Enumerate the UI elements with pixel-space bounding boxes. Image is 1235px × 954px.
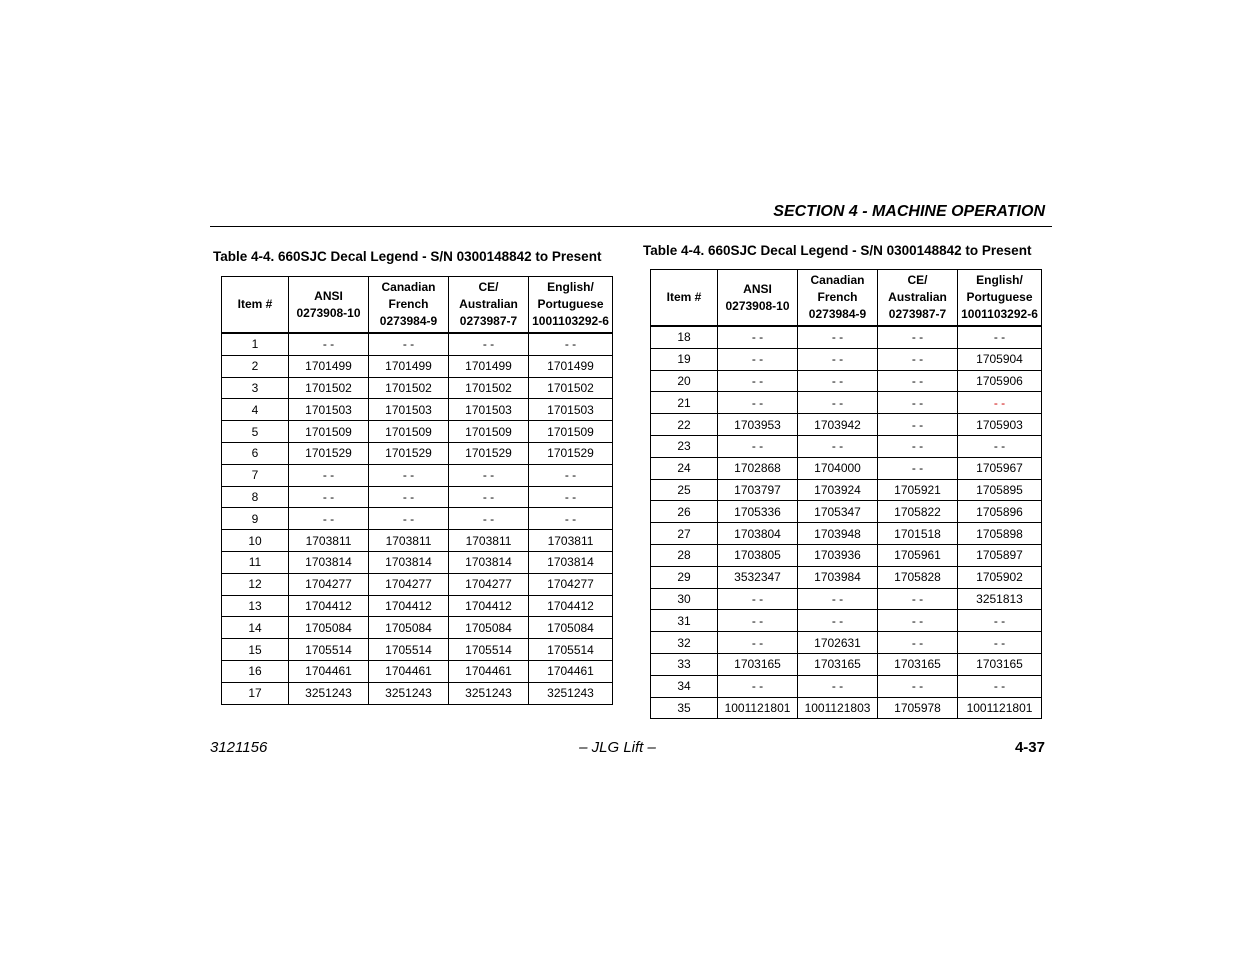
decal-number-cell: 1703936 [798,544,878,566]
decal-number-cell: 1705336 [718,501,798,523]
decal-number-cell: 1703814 [449,551,529,573]
column-header [958,270,1042,327]
decal-number-cell: 1701502 [369,377,449,399]
item-number-cell: 7 [222,464,289,486]
table-row [651,566,1042,588]
decal-number-cell: 1703165 [878,653,958,675]
table-row [651,610,1042,632]
decal-number-cell: 1001121801 [958,697,1042,719]
decal-number-cell: - - [958,675,1042,697]
table-row [651,414,1042,436]
item-number-cell: 31 [651,610,718,632]
table-row [222,660,613,682]
decal-number-cell: - - [798,392,878,414]
decal-number-cell: 1705897 [958,544,1042,566]
decal-number-cell: 1705896 [958,501,1042,523]
item-number-cell: 22 [651,414,718,436]
column-header [449,277,529,334]
decal-number-cell: 3251243 [449,682,529,704]
table-row [651,697,1042,719]
item-number-cell: 4 [222,399,289,421]
column-header-line: French [388,297,429,311]
decal-number-cell: 1701503 [369,399,449,421]
item-number-cell: 1 [222,333,289,355]
decal-number-cell: 1704412 [529,595,613,617]
decal-number-cell: 1701502 [449,377,529,399]
table-row [222,399,613,421]
decal-number-cell: - - [449,508,529,530]
item-number-cell: 34 [651,675,718,697]
table-row [222,377,613,399]
decal-number-cell: - - [798,610,878,632]
decal-number-cell: 1702868 [718,457,798,479]
item-number-cell: 18 [651,326,718,348]
column-header-line: English/ [547,280,594,294]
item-number-cell: 32 [651,632,718,654]
item-number-cell: 12 [222,573,289,595]
decal-number-cell: - - [529,464,613,486]
decal-number-cell: 1703165 [798,653,878,675]
table-row [222,639,613,661]
decal-number-cell: 1703948 [798,523,878,545]
column-header-line: 1001103292-6 [532,314,609,328]
item-number-cell: 14 [222,617,289,639]
item-number-cell: 10 [222,530,289,552]
decal-number-cell: - - [718,632,798,654]
table-row [651,457,1042,479]
table-row [651,348,1042,370]
decal-number-cell: - - [718,392,798,414]
decal-number-cell: - - [718,588,798,610]
table-row [222,464,613,486]
column-header-line: Australian [459,297,518,311]
decal-number-cell: 1703814 [529,551,613,573]
decal-number-cell: 1703811 [369,530,449,552]
decal-number-cell: - - [878,588,958,610]
decal-number-cell: 1705961 [878,544,958,566]
table-title-right: Table 4-4. 660SJC Decal Legend - S/N 0300148842 to Present [643,243,1032,258]
decal-number-cell: 1704461 [449,660,529,682]
decal-number-cell: - - [878,632,958,654]
item-number-cell: 35 [651,697,718,719]
item-number-cell: 20 [651,370,718,392]
decal-number-cell: - - [878,392,958,414]
decal-number-cell: - - [529,333,613,355]
table-row [222,508,613,530]
table-row [222,421,613,443]
table-row [651,675,1042,697]
decal-number-cell: 3251243 [369,682,449,704]
decal-number-cell: 1702631 [798,632,878,654]
decal-number-cell: - - [289,486,369,508]
decal-number-cell: - - [289,464,369,486]
decal-number-cell: - - [958,435,1042,457]
item-number-cell: 28 [651,544,718,566]
item-number-cell: 5 [222,421,289,443]
decal-number-cell: 1705514 [369,639,449,661]
decal-number-cell: 1705084 [369,617,449,639]
decal-number-cell: 1705084 [449,617,529,639]
item-number-cell: 29 [651,566,718,588]
decal-number-cell: 1704412 [289,595,369,617]
decal-number-cell: 1704277 [449,573,529,595]
decal-number-cell: - - [369,333,449,355]
header-row [651,270,1042,327]
column-header-line: 0273984-9 [808,307,867,321]
decal-number-cell: 1703165 [718,653,798,675]
decal-number-cell: - - [798,588,878,610]
decal-number-cell: 1705898 [958,523,1042,545]
decal-number-cell: 1001121801 [718,697,798,719]
column-header-line: 0273908-10 [725,298,790,313]
column-header [369,277,449,334]
column-header-line: English/ [976,273,1023,287]
decal-number-cell: 3251813 [958,588,1042,610]
column-header-line: 0273987-7 [888,307,947,321]
decal-number-cell: - - [878,435,958,457]
table-row [222,617,613,639]
decal-number-cell: 1701499 [449,355,529,377]
decal-number-cell: 1701503 [289,399,369,421]
decal-table-right [650,269,1042,719]
decal-number-cell: 1703924 [798,479,878,501]
decal-number-cell: - - [798,370,878,392]
decal-number-cell: - - [369,486,449,508]
decal-number-cell: 1701529 [369,442,449,464]
decal-number-cell: 1701509 [289,421,369,443]
table-row [651,523,1042,545]
decal-number-cell: 3532347 [718,566,798,588]
column-header-line: Item # [666,290,702,304]
column-header-line: 0273908-10 [296,305,361,320]
decal-number-cell: - - [529,486,613,508]
decal-number-cell: - - [878,675,958,697]
decal-number-cell: - - [958,610,1042,632]
column-header-line: Canadian [381,280,436,294]
decal-number-cell: 1701499 [529,355,613,377]
decal-number-cell: 1701518 [878,523,958,545]
decal-number-cell: 1701509 [529,421,613,443]
column-header-line: Australian [888,290,947,304]
decal-number-cell: 1703814 [289,551,369,573]
decal-number-cell: 1705967 [958,457,1042,479]
decal-number-cell: 1701529 [449,442,529,464]
decal-number-cell: 1705906 [958,370,1042,392]
table-row [222,355,613,377]
table-row [222,551,613,573]
decal-number-cell: 1705822 [878,501,958,523]
table-row [651,370,1042,392]
item-number-cell: 23 [651,435,718,457]
decal-number-cell: 1701503 [449,399,529,421]
decal-number-cell: 1704412 [449,595,529,617]
column-header-line: CE/ [478,280,499,294]
decal-number-cell: 1705828 [878,566,958,588]
decal-number-cell: - - [798,675,878,697]
decal-number-cell: - - [958,392,1042,414]
item-number-cell: 2 [222,355,289,377]
decal-number-cell: - - [878,457,958,479]
column-header [222,277,289,334]
table-row [651,588,1042,610]
decal-number-cell: 1704461 [289,660,369,682]
decal-number-cell: 1703984 [798,566,878,588]
item-number-cell: 21 [651,392,718,414]
column-header [878,270,958,327]
item-number-cell: 9 [222,508,289,530]
decal-number-cell: 1705895 [958,479,1042,501]
item-number-cell: 8 [222,486,289,508]
decal-number-cell: 1704000 [798,457,878,479]
decal-number-cell: 1701502 [289,377,369,399]
table-row [651,435,1042,457]
decal-number-cell: 1705902 [958,566,1042,588]
document-number: 3121156 [210,739,268,756]
item-number-cell: 17 [222,682,289,704]
decal-number-cell: 3251243 [289,682,369,704]
decal-number-cell: 1705084 [289,617,369,639]
decal-number-cell: 1703804 [718,523,798,545]
decal-number-cell: 1701529 [529,442,613,464]
decal-number-cell: - - [878,414,958,436]
decal-number-cell: - - [718,348,798,370]
decal-number-cell: - - [878,348,958,370]
section-header: SECTION 4 - MACHINE OPERATION [773,203,1045,220]
table-row [222,333,613,355]
table-row [222,486,613,508]
header-row [222,277,613,334]
decal-number-cell: - - [798,435,878,457]
column-header-line: CE/ [907,273,928,287]
decal-table-left [221,276,613,705]
table-row [651,479,1042,501]
decal-number-cell: 1704412 [369,595,449,617]
item-number-cell: 15 [222,639,289,661]
column-header-line: ANSI [743,281,772,296]
table-title-left: Table 4-4. 660SJC Decal Legend - S/N 0300148842 to Present [213,249,602,264]
table-row [222,573,613,595]
decal-number-cell: - - [878,326,958,348]
item-number-cell: 24 [651,457,718,479]
decal-number-cell: - - [369,508,449,530]
decal-number-cell: - - [718,610,798,632]
column-header [289,277,369,334]
item-number-cell: 13 [222,595,289,617]
item-number-cell: 30 [651,588,718,610]
item-number-cell: 11 [222,551,289,573]
column-header-line: 1001103292-6 [961,307,1038,321]
decal-number-cell: 1701499 [369,355,449,377]
header-rule [210,226,1052,227]
table-row [222,682,613,704]
table-row [651,501,1042,523]
decal-number-cell: - - [878,370,958,392]
decal-number-cell: - - [289,333,369,355]
table-row [222,530,613,552]
decal-number-cell: 1704461 [369,660,449,682]
column-header [529,277,613,334]
decal-number-cell: 1703811 [289,530,369,552]
decal-number-cell: - - [958,326,1042,348]
decal-number-cell: - - [369,464,449,486]
decal-number-cell: 1704277 [529,573,613,595]
column-header-line: 0273984-9 [379,314,438,328]
item-number-cell: 6 [222,442,289,464]
decal-number-cell: 3251243 [529,682,613,704]
column-header [798,270,878,327]
column-header [651,270,718,327]
item-number-cell: 25 [651,479,718,501]
decal-number-cell: 1705904 [958,348,1042,370]
decal-number-cell: 1701499 [289,355,369,377]
decal-number-cell: - - [718,370,798,392]
table-row [651,653,1042,675]
decal-number-cell: 1705347 [798,501,878,523]
item-number-cell: 26 [651,501,718,523]
column-header-line: Portuguese [966,290,1033,304]
column-header [718,270,798,327]
decal-number-cell: 1705978 [878,697,958,719]
table-row [222,442,613,464]
column-header-line: French [817,290,858,304]
item-number-cell: 19 [651,348,718,370]
decal-number-cell: - - [449,464,529,486]
decal-number-cell: 1001121803 [798,697,878,719]
decal-number-cell: 1705514 [289,639,369,661]
decal-number-cell: 1705921 [878,479,958,501]
decal-number-cell: 1701529 [289,442,369,464]
decal-number-cell: - - [798,348,878,370]
decal-number-cell: - - [529,508,613,530]
decal-number-cell: 1703942 [798,414,878,436]
decal-number-cell: - - [718,435,798,457]
decal-number-cell: 1704461 [529,660,613,682]
decal-number-cell: 1703811 [529,530,613,552]
decal-number-cell: - - [718,326,798,348]
decal-number-cell: 1703805 [718,544,798,566]
table-row [651,632,1042,654]
table-row [222,595,613,617]
item-number-cell: 16 [222,660,289,682]
decal-number-cell: 1701509 [369,421,449,443]
decal-number-cell: 1704277 [289,573,369,595]
decal-number-cell: - - [958,632,1042,654]
decal-number-cell: - - [718,675,798,697]
column-header-line: Canadian [810,273,865,287]
page-number: 4-37 [1014,739,1045,756]
decal-number-cell: - - [798,326,878,348]
decal-number-cell: 1701502 [529,377,613,399]
decal-number-cell: - - [449,486,529,508]
decal-number-cell: 1705514 [529,639,613,661]
column-header-line: 0273987-7 [459,314,518,328]
decal-number-cell: 1701509 [449,421,529,443]
decal-number-cell: 1704277 [369,573,449,595]
decal-number-cell: 1703797 [718,479,798,501]
decal-number-cell: 1703811 [449,530,529,552]
column-header-line: Portuguese [537,297,604,311]
column-header-line: ANSI [314,288,343,303]
decal-number-cell: 1705084 [529,617,613,639]
footer-brand: – JLG Lift – [579,739,656,756]
decal-number-cell: 1703953 [718,414,798,436]
item-number-cell: 33 [651,653,718,675]
decal-number-cell: 1705903 [958,414,1042,436]
item-number-cell: 3 [222,377,289,399]
decal-number-cell: 1703814 [369,551,449,573]
column-header-line: Item # [237,297,273,311]
decal-number-cell: - - [289,508,369,530]
decal-number-cell: 1701503 [529,399,613,421]
table-row [651,392,1042,414]
table-row [651,544,1042,566]
table-row [651,326,1042,348]
decal-number-cell: - - [449,333,529,355]
decal-number-cell: 1705514 [449,639,529,661]
decal-number-cell: - - [878,610,958,632]
decal-number-cell: 1703165 [958,653,1042,675]
item-number-cell: 27 [651,523,718,545]
